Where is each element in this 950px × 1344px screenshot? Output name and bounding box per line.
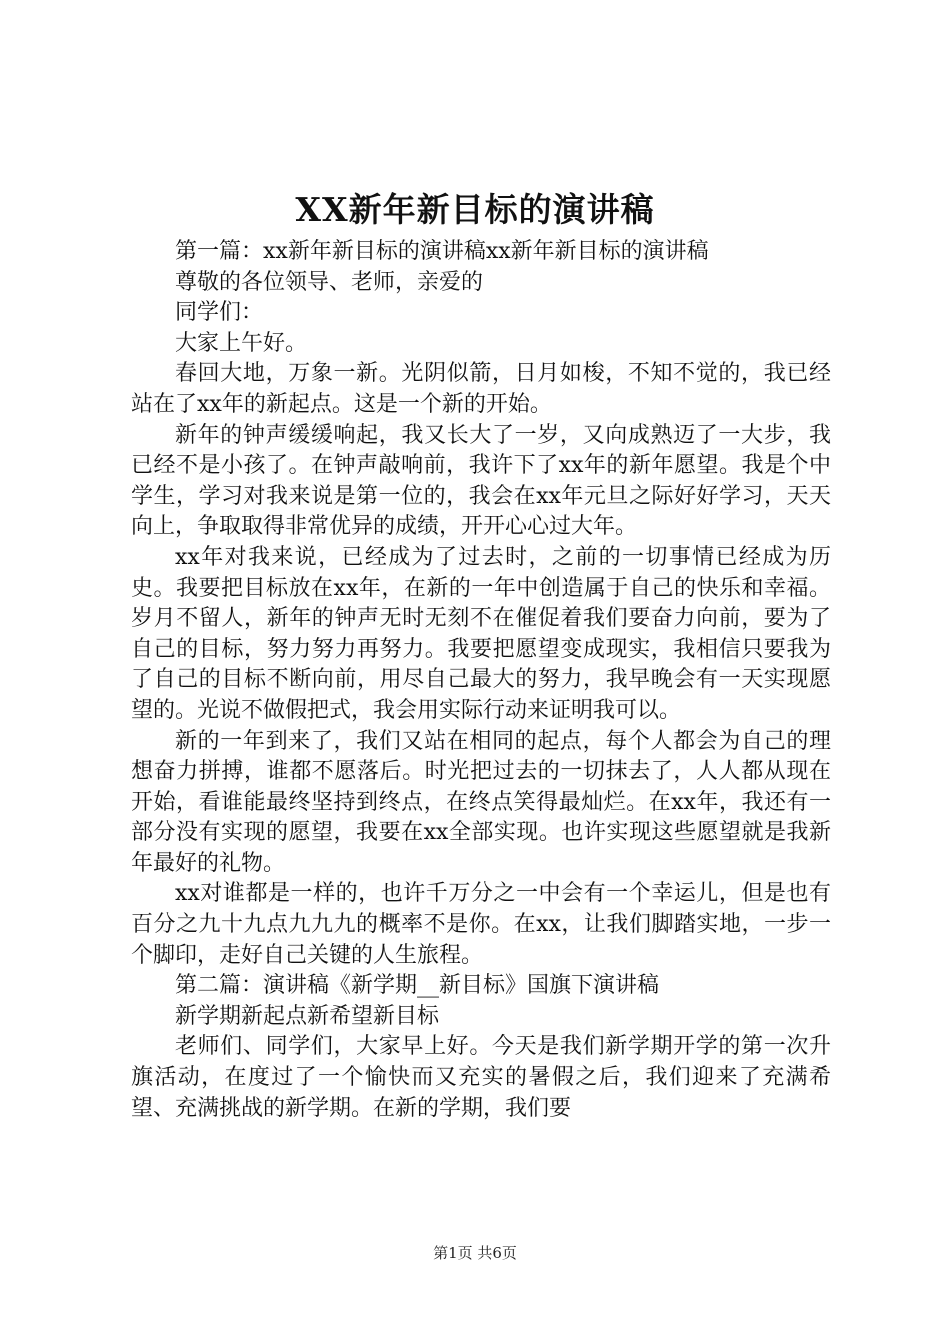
paragraph: xx对谁都是一样的，也许千万分之一中会有一个幸运儿，但是也有百分之九十九点九九九的概率不是你。在xx，让我们脚踏实地，一步一个脚印，走好自己关键的人生旅程。 <box>131 881 831 968</box>
paragraph: 春回大地，万象一新。光阴似箭，日月如梭，不知不觉的，我已经站在了xx年的新起点。这是一个新的开始。 <box>131 361 831 417</box>
paragraph: 第二篇：演讲稿《新学期__新目标》国旗下演讲稿 <box>175 973 660 999</box>
page-number-footer: 第1页 共6页 <box>433 1244 517 1262</box>
document-body <box>131 237 831 1124</box>
paragraph: 第一篇：xx新年新目标的演讲稿xx新年新目标的演讲稿 <box>175 239 709 264</box>
paragraph: xx年对我来说，已经成为了过去时，之前的一切事情已经成为历史。我要把目标放在xx年，在新的一年中创造属于自己的快乐和幸福。岁月不留人，新年的钟声无时无刻不在催促着我们要奋力向前，要为了自己的目标，努力努力再努力。我要把愿望变成现实，我相信只要我为了自己的目标不断向前，用尽自己最大的努力，我早晚会有一天实现愿望的。光说不做假把式，我会用实际行动来证明我可以。 <box>131 544 831 723</box>
document-title: XX新年新目标的演讲稿 <box>295 190 655 229</box>
paragraph: 新年的钟声缓缓响起，我又长大了一岁，又向成熟迈了一大步，我已经不是小孩了。在钟声敲响前，我许下了xx年的新年愿望。我是个中学生，学习对我来说是第一位的，我会在xx年元旦之际好好学习，天天向上，争取取得非常优异的成绩，开开心心过大年。 <box>131 422 831 540</box>
paragraph: 大家上午好。 <box>175 330 308 356</box>
paragraph: 新学期新起点新希望新目标 <box>175 1003 440 1029</box>
paragraph: 同学们： <box>175 300 264 326</box>
paragraph: 老师们、同学们，大家早上好。今天是我们新学期开学的第一次升旗活动，在度过了一个愉快而又充实的暑假之后，我们迎来了充满希望、充满挑战的新学期。在新的学期，我们要 <box>131 1034 831 1121</box>
paragraph: 尊敬的各位领导、老师，亲爱的 <box>175 269 484 295</box>
paragraph: 新的一年到来了，我们又站在相同的起点，每个人都会为自己的理想奋力拼搏，谁都不愿落后。时光把过去的一切抹去了，人人都从现在开始，看谁能最终坚持到终点，在终点笑得最灿烂。在xx年，我还有一部分没有实现的愿望，我要在xx全部实现。也许实现这些愿望就是我新年最好的礼物。 <box>131 728 831 876</box>
